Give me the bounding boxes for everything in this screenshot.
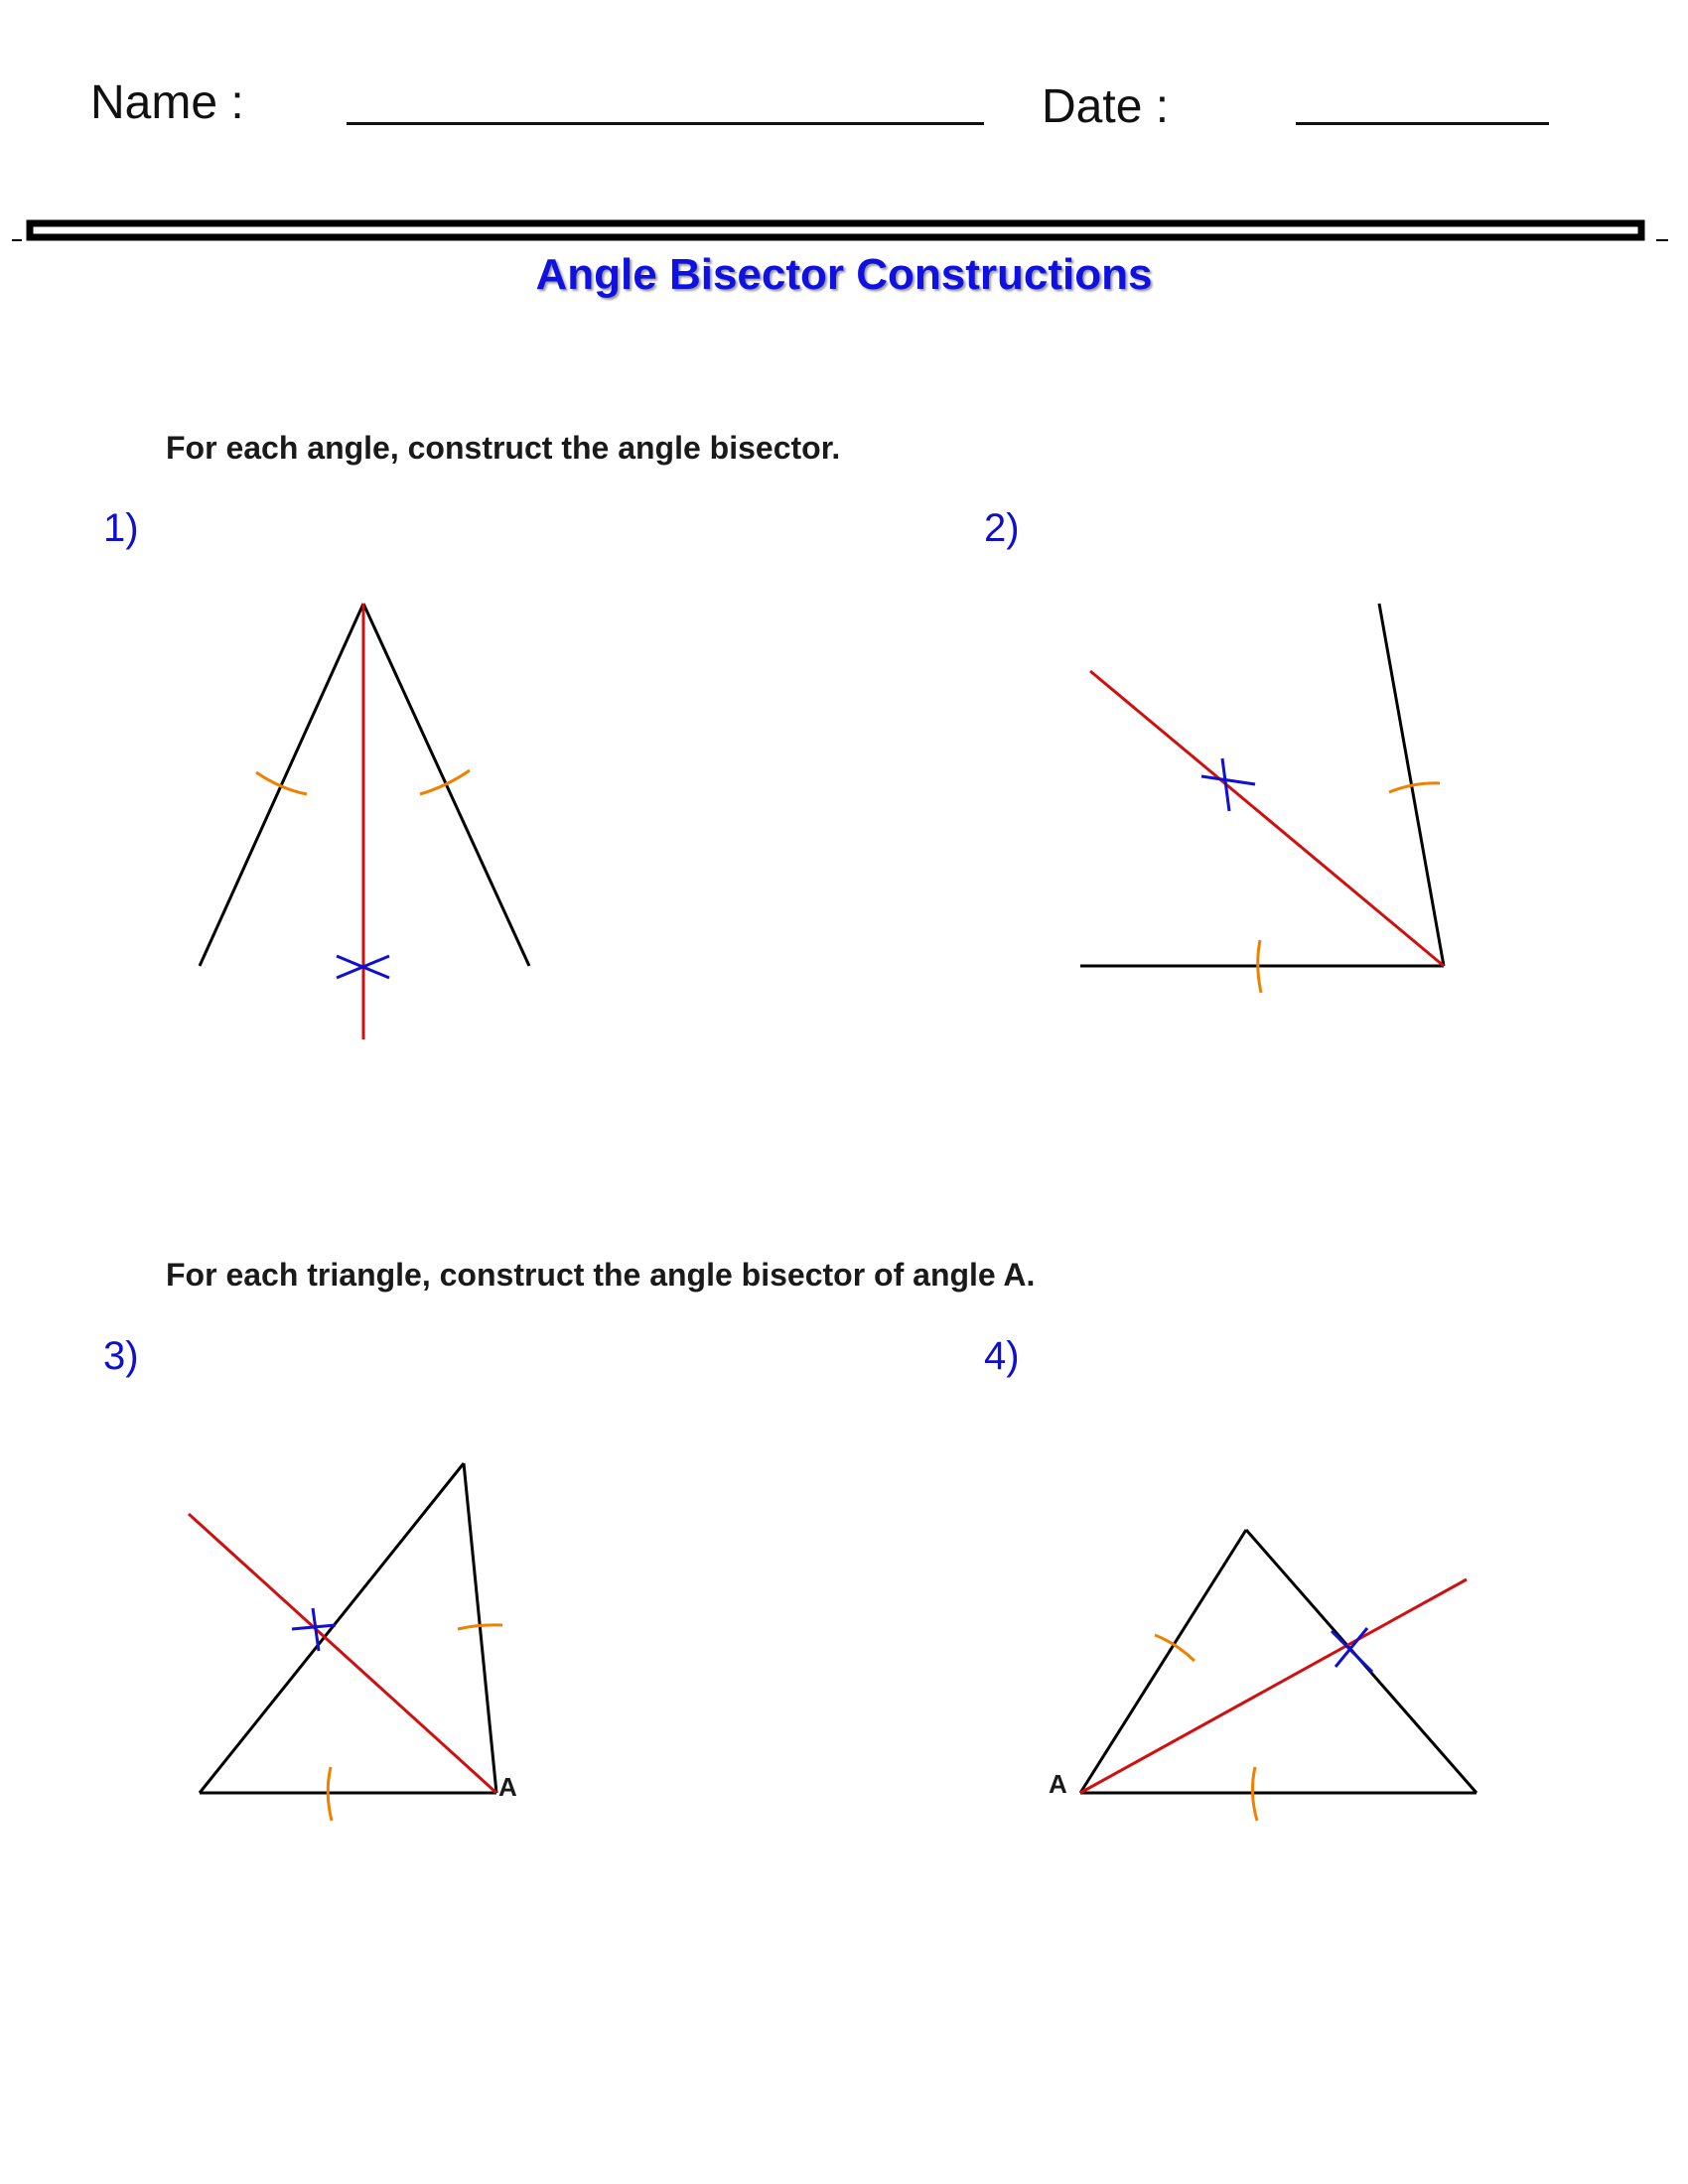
instruction-triangles: For each triangle, construct the angle bisector of angle A. [166,1257,1036,1293]
problem-number-3: 3) [103,1334,139,1378]
date-label: Date : [1042,80,1170,133]
figure-2 [1080,604,1444,993]
arc-mark [1155,1635,1195,1661]
arc-mark [1389,783,1440,792]
intersection-mark [1201,776,1255,784]
problem-number-4: 4) [984,1334,1020,1378]
problem-number-2: 2) [984,506,1020,550]
problem-number-1: 1) [103,506,139,550]
figure-4 [1049,1530,1477,1821]
vertex-label-a: A [498,1772,517,1802]
worksheet-title: Angle Bisector Constructions [535,250,1153,299]
figure-1 [200,604,529,1039]
bisector-line [1090,671,1444,966]
figure-3 [189,1463,517,1821]
triangle-side [1080,1530,1246,1793]
name-label: Name : [90,76,244,129]
bisector-line [1080,1579,1467,1793]
instruction-angles: For each angle, construct the angle bisector. [166,430,841,466]
vertex-label-a: A [1049,1769,1067,1799]
triangle-side [200,1463,464,1793]
